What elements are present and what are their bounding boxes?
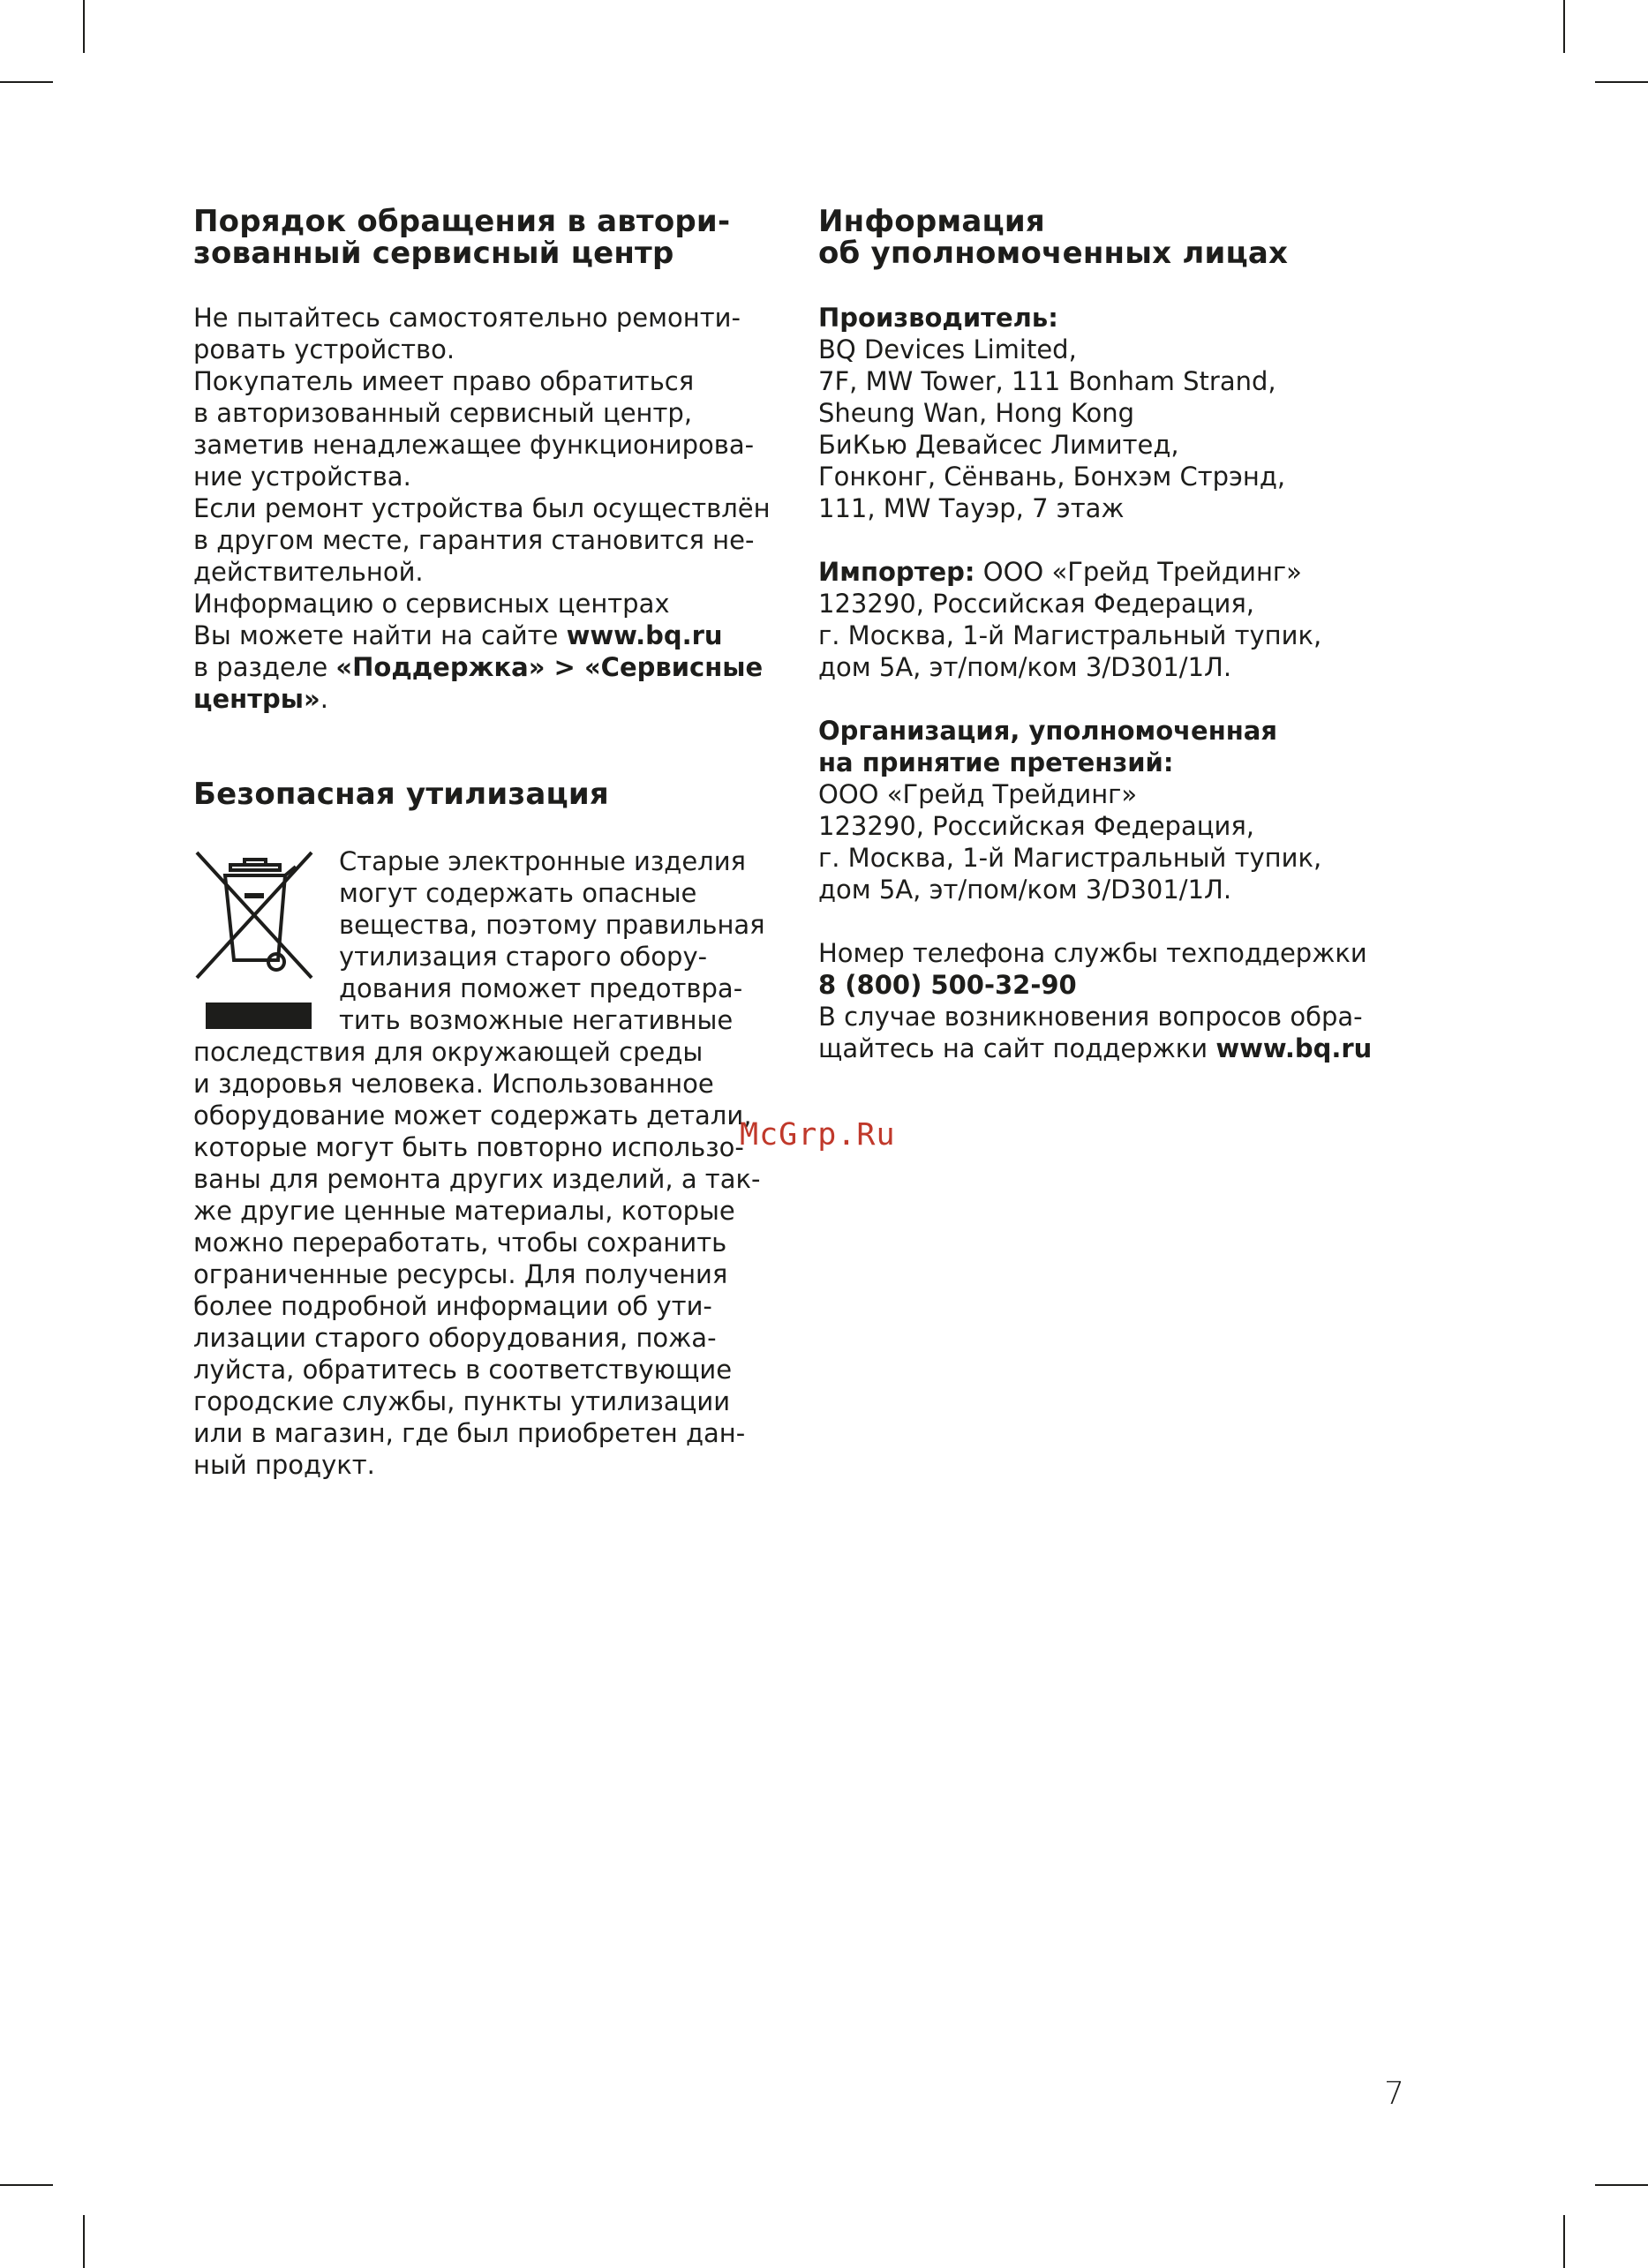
manufacturer-label: Производитель: <box>818 303 1058 333</box>
crop-mark <box>1563 0 1565 53</box>
crop-mark <box>83 2215 85 2268</box>
service-text: Не пытайтесь самостоятельно ремонти- ровать устройство. Покупатель имеет право обратиться в авторизованный сервисный центр, заметив ненадлежащее функционирова- ние устройства. Если ремонт устройства был осуществлён в другом месте, гарантия становится не- действительной. Информацию о сервисных центрах Вы можете найти на сайте www.bq.ru в разделе «Поддержка» > «Сервисные центры». <box>193 303 771 714</box>
disposal-section <box>193 778 785 810</box>
manufacturer-block: Производитель: BQ Devices Limited, 7F, MW Tower, 111 Bonham Strand, Sheung Wan, Hong Kong БиКью Девайсес Лимитед, Гонконг, Сёнвань, Бонхэм Стрэнд, 111, MW Тауэр, 7 этаж <box>818 302 1436 524</box>
service-section <box>193 206 785 715</box>
support-block: Номер телефона службы техподдержки 8 (800) 500-32-90 В случае возникновения вопросов обра- щайтесь на сайт поддержки www.bq.ru <box>818 937 1436 1064</box>
disposal-heading: Безопасная утилизация <box>193 777 609 812</box>
importer-block: Импортер: ООО «Грейд Трейдинг» 123290, Российская Федерация, г. Москва, 1-й Магистральный тупик, дом 5А, эт/пом/ком 3/D301/1Л. <box>818 557 1322 682</box>
watermark: McGrp.Ru <box>740 1117 896 1153</box>
importer-label: Импортер: <box>818 557 975 587</box>
crop-mark <box>0 81 53 83</box>
support-section-path-end: центры» <box>193 684 320 714</box>
crop-mark <box>0 2184 53 2186</box>
crop-mark <box>1563 2215 1565 2268</box>
crop-mark <box>1595 81 1648 83</box>
claims-label: Организация, уполномоченная <box>818 716 1277 746</box>
page-number: 7 <box>1384 2076 1404 2112</box>
disposal-text-wrapped: Старые электронные изделия могут содержать опасные вещества, поэтому правильная утилизация старого обору- дования поможет предотвра- тить возможные негативные <box>339 846 765 1035</box>
support-section-path: «Поддержка» > «Сервисные <box>335 652 764 682</box>
service-heading: Порядок обращения в автори- зованный сервисный центр <box>193 204 731 271</box>
disposal-text: последствия для окружающей среды и здоровья человека. Использованное оборудование может содержать детали, которые могут быть повторно использо- ваны для ремонта других изделий, а так- же другие ценные материалы, которые можно переработать, чтобы сохранить ограниченные ресурсы. Для получения более подробной информации об ути- лизации старого оборудования, пожа- луйста, обратитесь в соответствующие городские службы, пункты утилизации или в магазин, где был приобретен дан- ный продукт. <box>193 1037 761 1480</box>
claims-block: Организация, уполномоченная на принятие претензий: ООО «Грейд Трейдинг» 123290, Российская Федерация, г. Москва, 1-й Магистральный тупик, дом 5А, эт/пом/ком 3/D301/1Л. <box>818 715 1436 905</box>
support-site-link[interactable]: www.bq.ru <box>1215 1033 1373 1063</box>
authorized-heading: Информация об уполномоченных лицах <box>818 204 1289 271</box>
service-site-link[interactable]: www.bq.ru <box>566 620 723 650</box>
crop-mark <box>83 0 85 53</box>
crop-mark <box>1595 2184 1648 2186</box>
authorized-section <box>818 206 1436 1064</box>
crossed-out-wheelie-bin-icon <box>193 849 319 1031</box>
support-phone[interactable]: 8 (800) 500-32-90 <box>818 970 1077 1000</box>
